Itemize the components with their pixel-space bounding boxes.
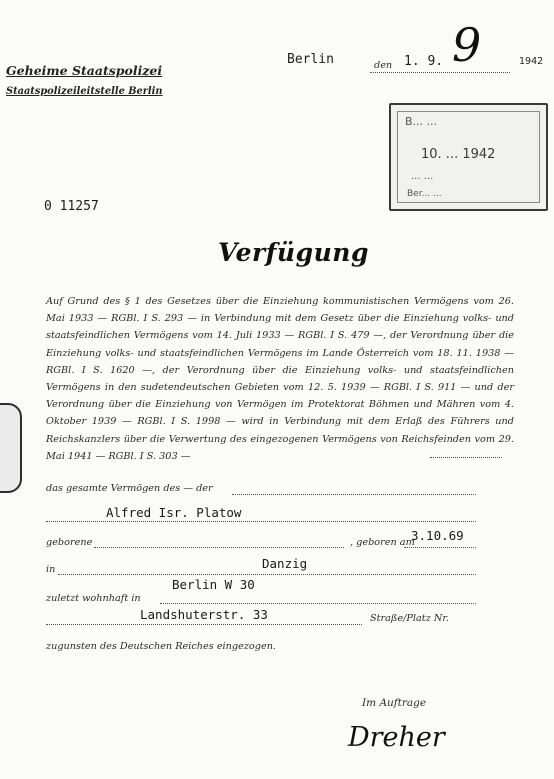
document-title: Verfügung [218,238,369,267]
vermoegen-dotline [232,494,476,495]
geborene-label: geborene [46,537,93,548]
letterhead-line-1: Geheime Staatspolizei [6,63,163,78]
den-label: den [374,60,393,71]
name-dotline [46,521,476,522]
street-dotline [46,624,362,625]
stamp-line-1: B... ... [405,115,438,128]
geborene-dotline [94,547,344,548]
received-stamp [389,103,548,211]
date-typed: 1. 9. [404,54,444,69]
stamp-line-4: Ber... ... [407,189,442,199]
street-address: Landshuterstr. 33 [140,607,268,622]
reference-number: 0 11257 [44,199,99,214]
handwritten-day: 9 [452,18,482,72]
letterhead-line-2: Staatspolizeileitstelle Berlin [6,86,163,97]
city: Berlin [287,52,334,67]
legal-basis-paragraph [46,293,514,465]
stamp-line-3: ... ... [411,171,434,182]
im-auftrage-label: Im Auftrage [362,697,427,709]
body-text: Auf Grund des § 1 des Gesetzes über die Einziehung kommunistischen Vermögens vom 26. Mai 1933 — RGBl. I S. 293 — in Verbindung mit dem Gesetz über die Einziehung volks- und staatsfeindlichen Vermögens vom 14. Juli 1933 — RGBl. I S. 479 —, der Verordnung über die Einziehung volks- und staatsfeindlichen Vermögens im Lande Österreich vom 18. 11. 1938 — RGBl. I S. 1620 —, der Verordnung über die Einziehung volks- und staatsfeindlichen Vermögens in den sudetendeutschen Gebieten vom 12. 5. 1939 — RGBl. I S. 911 — und der Verordnung über die Einziehung von Vermögen im Protektorat Böhmen und Mähren vom 4. Oktober 1939 — RGBl. I S. 1998 — wird in Verbindung mit dem Erlaß des Führers und Reichskanzlers über die Verwertung des eingezogenen Vermögens von Reichsfeinden vom 29. Mai 1941 — RGBl. I S. 303 — [46,296,514,462]
residence: Berlin W 30 [172,577,255,592]
in-label: in [46,564,56,575]
punch-hole [0,403,22,493]
geboren-am-label: , geboren am [350,537,415,548]
person-name: Alfred Isr. Platow [106,505,242,520]
strasse-label: Straße/Platz Nr. [370,613,449,624]
closing-text: zugunsten des Deutschen Reiches eingezogen. [46,641,277,652]
birth-date: 3.10.69 [411,528,464,543]
body-end-dotline [430,457,502,458]
year: 1942 [519,56,544,67]
birth-date-dotline [404,547,476,548]
birth-place: Danzig [262,556,308,571]
handwritten-signature: Dreher [348,722,445,753]
residence-dotline [160,603,476,604]
birth-place-dotline [58,574,476,575]
date-dotline [370,72,510,73]
vermoegen-label: das gesamte Vermögen des — der [46,483,213,494]
stamp-date: 10. ... 1942 [421,147,496,162]
wohnhaft-label: zuletzt wohnhaft in [46,593,141,604]
